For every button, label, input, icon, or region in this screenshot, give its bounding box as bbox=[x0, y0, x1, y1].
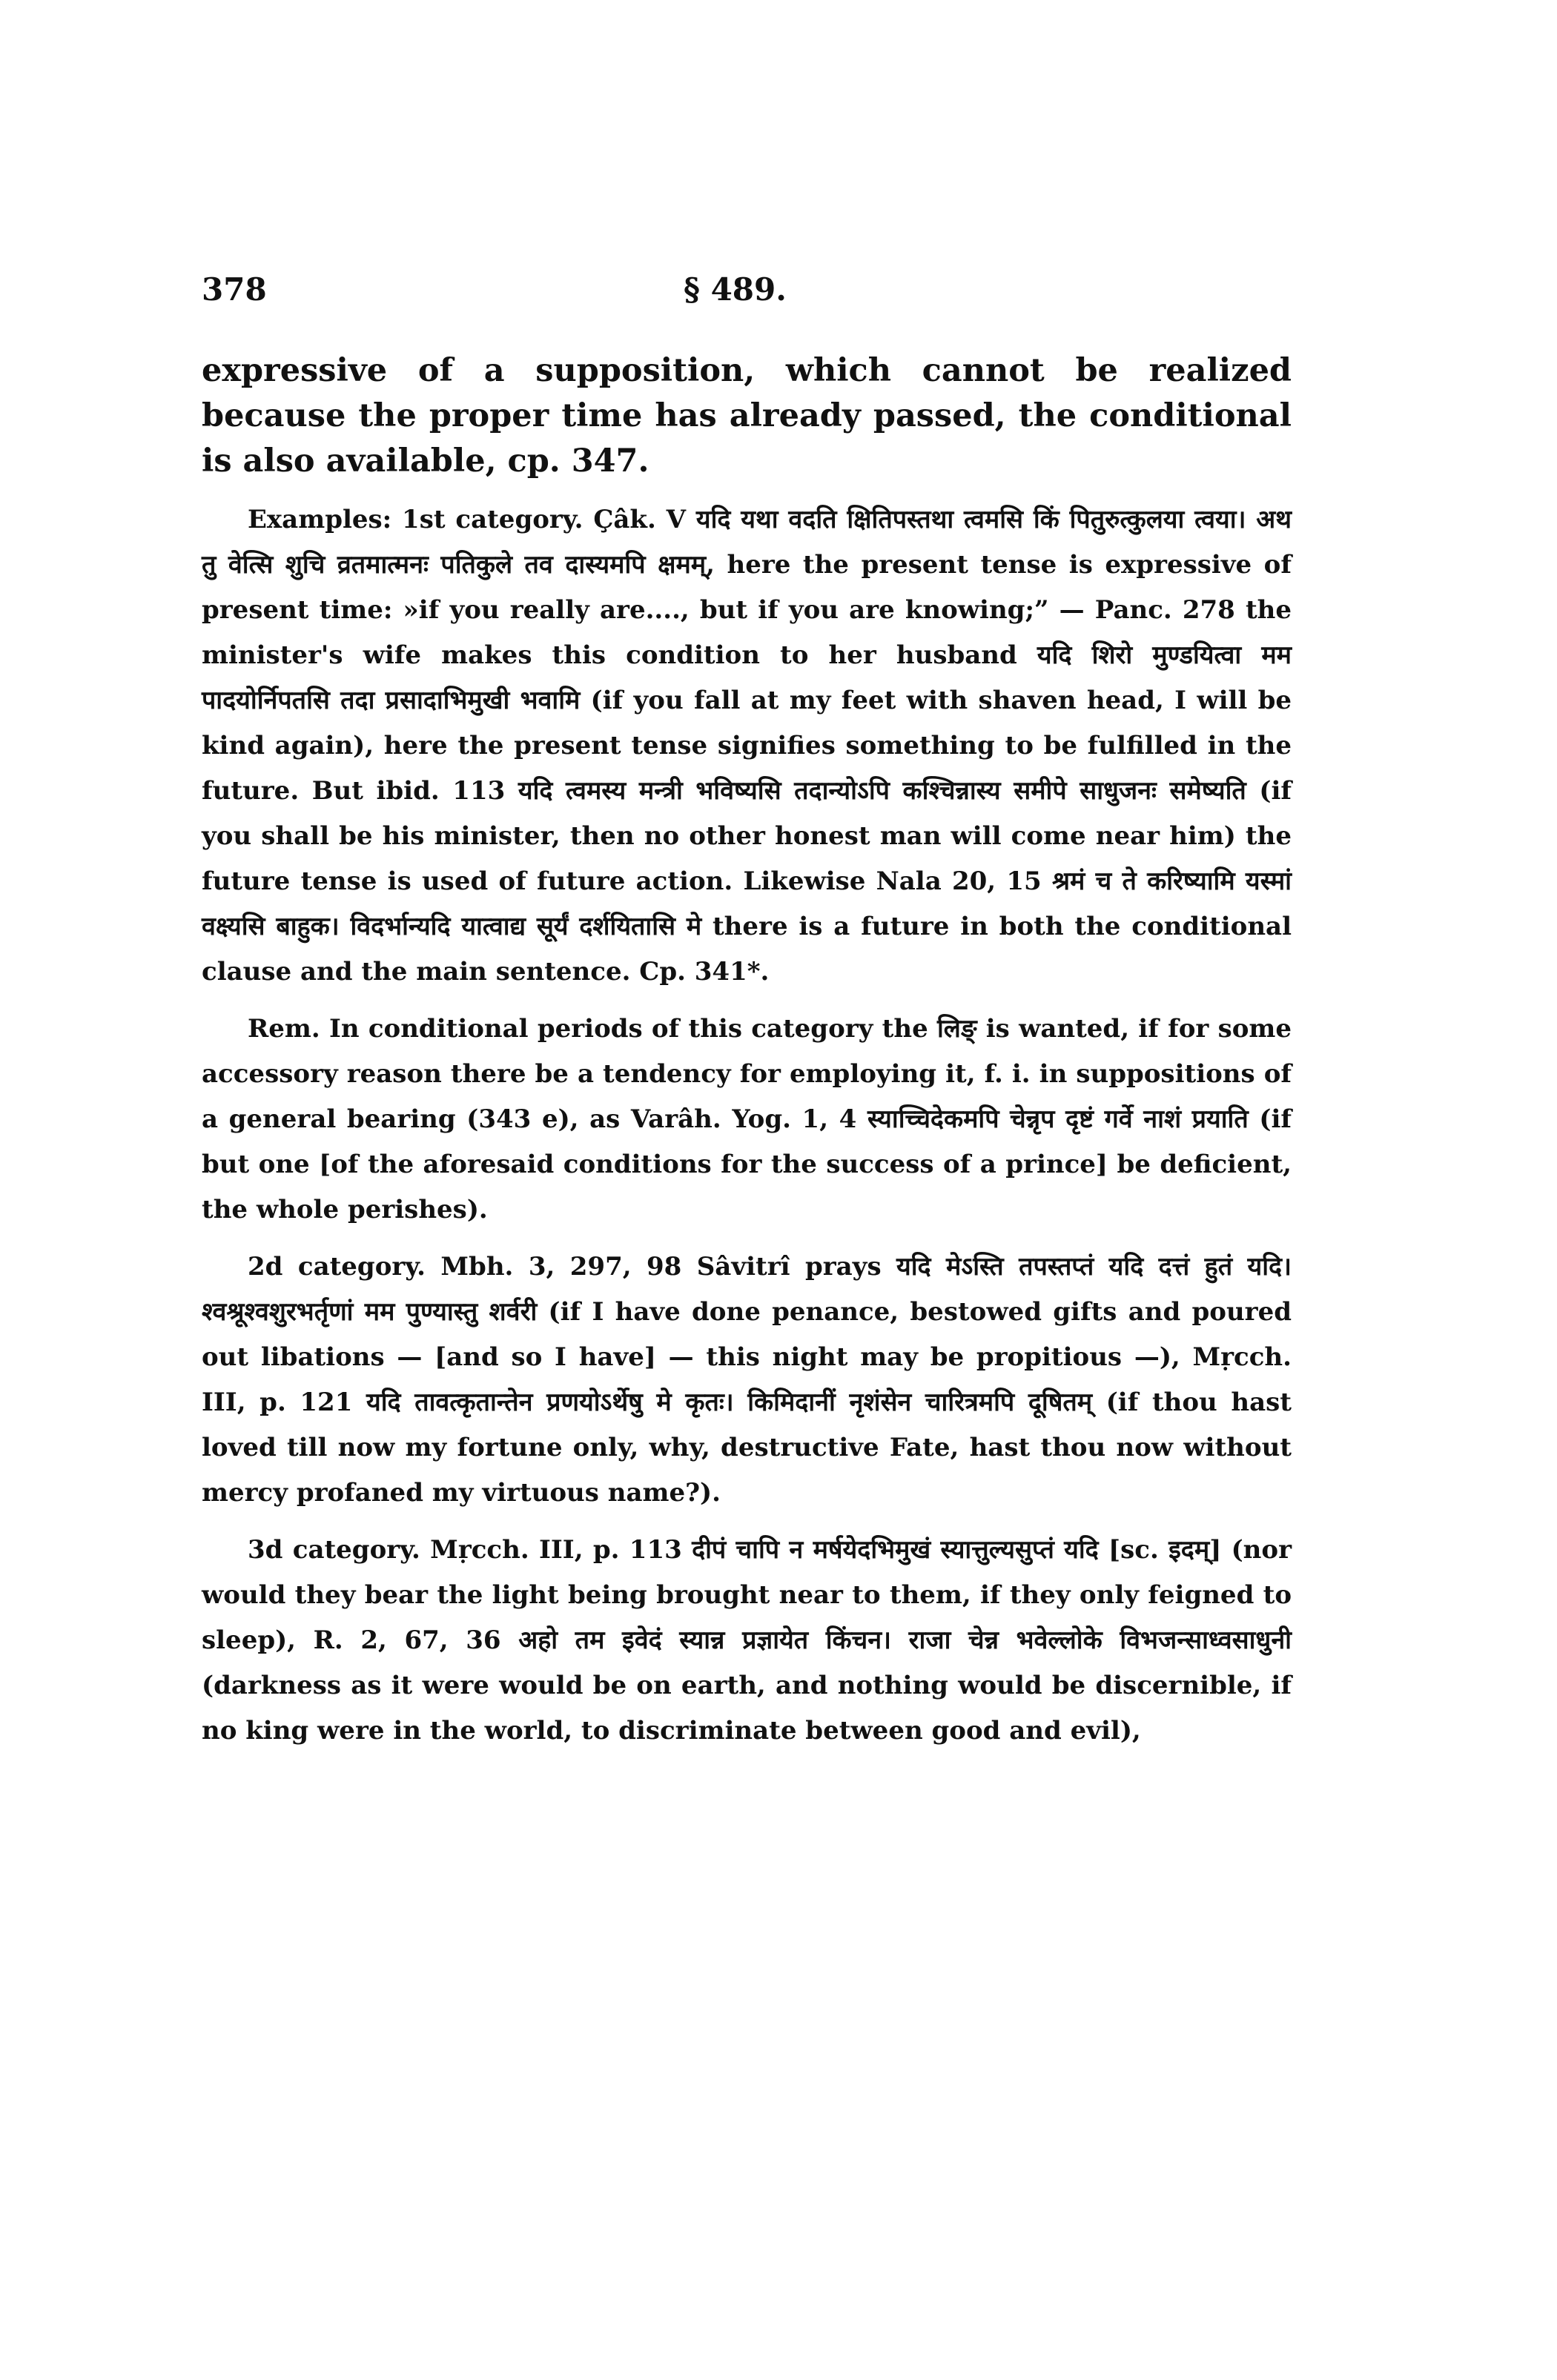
intro-paragraph: expressive of a supposition, which cannot be realized because the proper time has already passed, the conditional is also available, cp. 347. bbox=[202, 352, 1292, 480]
section-number: § 489. bbox=[684, 271, 787, 308]
remark-paragraph: Rem. In conditional periods of this category the लिङ् is wanted, if for some accessory reason there be a tendency for employing it, f. i. in suppositions of a general bearing (343 e), as Varâh. Yog. 1, 4 स्याच्चिदेकमपि चेन्नृप दृष्टं गर्वे नाशं प्रयाति (if but one [of the aforesaid conditions for the success of a prince] be deficient, the whole perishes). bbox=[202, 1014, 1292, 1224]
page-header bbox=[202, 271, 1292, 323]
second-category-paragraph: 2d category. Mbh. 3, 297, 98 Sâvitrî prays यदि मेऽस्ति तपस्तप्तं यदि दत्तं हुतं यदि। श्वश्रूश्वशुरभर्तृणां मम पुण्यास्तु शर्वरी (if I have done penance, bestowed gifts and poured out libations — [and so I have] — this night may be propitious —), Mṛcch. III, p. 121 यदि तावत्कृतान्तेन प्रणयोऽर्थेषु मे कृतः। किमिदानीं नृशंसेन चारित्रमपि दूषितम् (if thou hast loved till now my fortune only, why, destructive Fate, hast thou now without mercy profaned my virtuous name?). bbox=[202, 1252, 1292, 1508]
examples-paragraph: Examples: 1st category. Çâk. V यदि यथा वदति क्षितिपस्तथा त्वमसि किं पितुरुत्कुलया त्वया। अथ तु वेत्सि शुचि व्रतमात्मनः पतिकुले तव दास्यमपि क्षमम्, here the present tense is expressive of present time: »if you really are...., but if you are knowing;” — Panc. 278 the minister's wife makes this condition to her husband यदि शिरो मुण्डयित्वा मम पादयोर्निपतसि तदा प्रसादाभिमुखी भवामि (if you fall at my feet with shaven head, I will be kind again), here the present tense signifies something to be fulfilled in the future. But ibid. 113 यदि त्वमस्य मन्त्री भविष्यसि तदान्योऽपि कश्चिन्नास्य समीपे साधुजनः समेष्यति (if you shall be his minister, then no other honest man will come near him) the future tense is used of future action. Likewise Nala 20, 15 श्रमं च ते करिष्यामि यस्मां वक्ष्यसि बाहुक। विदर्भान्यदि यात्वाद्य सूर्यं दर्शयितासि मे there is a future in both the conditional clause and the main sentence. Cp. 341*. bbox=[202, 505, 1292, 987]
page-number: 378 bbox=[202, 271, 267, 308]
page-content bbox=[202, 348, 1292, 1766]
third-category-paragraph: 3d category. Mṛcch. III, p. 113 दीपं चापि न मर्षयेदभिमुखं स्यात्तुल्यसुप्तं यदि [sc. इदम्] (nor would they bear the light being brought near to them, if they only feigned to sleep), R. 2, 67, 36 अहो तम इवेदं स्यान्न प्रज्ञायेत किंचन। राजा चेन्न भवेल्लोके विभजन्साध्वसाधुनी (darkness as it were would be on earth, and nothing would be discernible, if no king were in the world, to discriminate between good and evil), bbox=[202, 1535, 1292, 1746]
